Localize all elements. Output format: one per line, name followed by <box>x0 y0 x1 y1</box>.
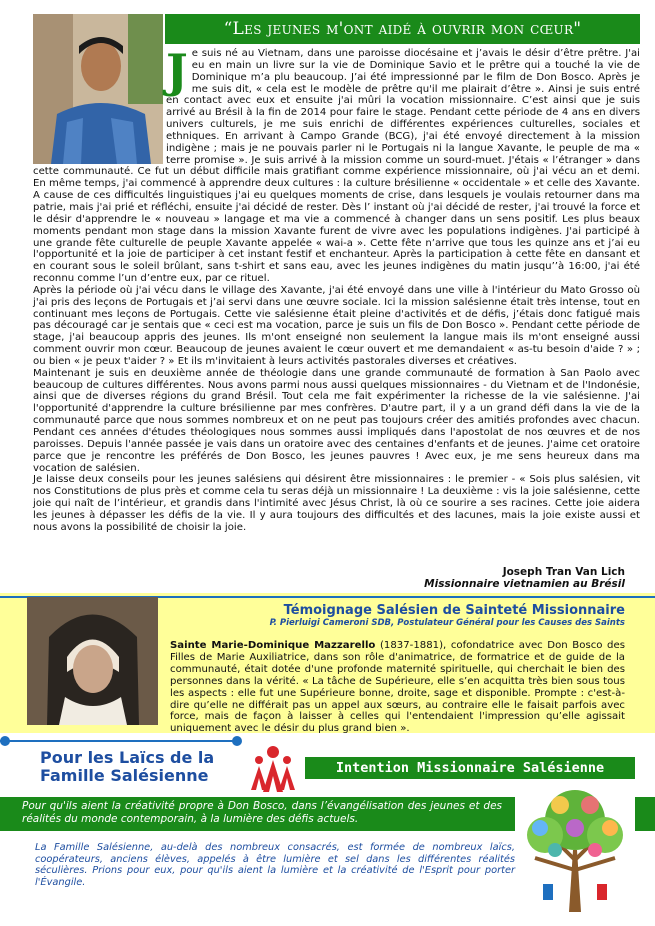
divider-dot <box>232 736 242 746</box>
intention-text: Pour qu'ils aient la créativité propre à Don Bosco, dans l’évangélisation des jeunes et des réalités du monde contemporain, à la lumière des défis actuels. <box>22 800 502 825</box>
author-signature <box>320 566 625 590</box>
testimony-subtitle: P. Pierluigi Cameroni SDB, Postulateur Général pour les Causes des Saints <box>269 618 625 628</box>
article-body <box>33 44 640 534</box>
prayer-text: La Famille Salésienne, au-delà des nombreux consacrés, est formée de nombreux laïcs, coopérateurs, anciens élèves, appelés à être lumière et sel dans les différentes réalités séculières. Prions pour eux, pour qu'ils aient la lumière et la créativité de l'Esprit pour porter l'Évangile. <box>35 842 515 889</box>
author-role: Missionnaire vietnamien au Brésil <box>424 578 625 590</box>
article-paragraph: Après la période où j'ai vécu dans le village des Xavante, j'ai été envoyé dans une ville à l'intérieur du Mato Grosso où j'ai pris des leçons de Portugais et j’ai servi dans une œuvre sociale. Ici la mission salésienne était très intense, tout en continuant mes leçons de Portugais. Cette vie salésienne était pleine d'activités et de défis, j’étais donc fatigué mais pas découragé car je sentais que « ceci est ma vocation, parce je suis un fils de Don Bosco ». Pendant cette période de stage, j'ai beaucoup appris des jeunes. Ils m'ont enseigné non seulement la langue mais ils m'ont enseigné aussi comment ouvrir mon cœur. Beaucoup de jeunes avaient le cœur ouvert et me demandaient « as-tu besoin d'aide ? » ; ou bien « je peux t'aider ? » Et ils m'invitaient à leurs activités pastorales diverses et créatives. <box>33 284 640 367</box>
article-title: “Les jeunes m'ont aidé à ouvrir mon cœur" <box>223 19 582 39</box>
laics-title: Pour les Laïcs de la Famille Salésienne <box>40 748 215 785</box>
intention-bar-label: Intention Missionnaire Salésienne <box>335 760 605 776</box>
divider <box>0 740 240 742</box>
article-paragraph: Maintenant je suis en deuxième année de théologie dans une grande communauté de formation à San Paolo avec beaucoup de cultures différentes. Nous avons parmi nous aussi quelques missionnaires - du Vietnam et de l'Indonésie, ainsi que de diverses régions du grand Brésil. Tout cela me fait expérimenter la richesse de la vie salésienne. J'ai l'opportunité d'apprendre la culture brésilienne par mes confrères. D'autre part, il y a un grand défi dans la vie de la communauté parce que nous sommes nombreux et on ne peut pas toujours créer des amitiés profondes avec chacun. Pendant ces années d'études théologiques nous sommes aussi impliqués dans l'apostolat de nos œuvres et de nos paroisses. Depuis l'année passée je vais dans un oratoire avec des centaines d'enfants et de jeunes. J'aime cet oratoire parce que je rencontre les préférés de Don Bosco, les jeunes pauvres ! Avec eux, je me sens heureux dans ma vocation de salésien. <box>33 367 640 474</box>
saint-name: Sainte Marie-Dominique Mazzarello <box>170 640 376 651</box>
testimony-text: (1837-1881), cofondatrice avec Don Bosco des Filles de Marie Auxiliatrice, dans son rôle d'animatrice, de formatrice et de guide de la communauté, était dotée d'une profonde maternité spirituelle, qui cherchait le bien des personnes dans la vérité. « La tâche de Supérieure, elle s’en acquitta très bien sous tous les aspects : elle fut une Supérieure bonne, droite, sage et disponible. Prompte : c'est-à-dire qu’elle ne différait pas un appel aux sœurs, au contraire elle le faisait parfois avec force, mais de façon à laisser à celles qui l'entendaient l'impression qu’elle agissait uniquement avec le désir du plus grand bien ». <box>170 640 625 735</box>
salesian-family-logo-icon <box>245 742 305 797</box>
article-title-bar <box>165 14 640 44</box>
saint-portrait <box>27 597 158 725</box>
divider-dot <box>0 736 10 746</box>
dropcap: J <box>166 44 188 98</box>
family-tree-illustration <box>515 780 635 912</box>
testimony-title: Témoignage Salésien de Sainteté Missionnaire <box>283 603 625 618</box>
intention-bar <box>305 757 635 779</box>
article-paragraph: e suis né au Vietnam, dans une paroisse diocésaine et j’avais le désir d’être prêtre. J'ai eu en main un livre sur la vie de Dominique Savio et le prêtre qui a touché la vie de Dominique m’a plu beaucoup. J’ai été impressionné par le film de Don Bosco. Après je me suis dit, « cela est le modèle de prêtre qu'il me plairait d’être ». Ainsi je suis entré en contact avec eux et ensuite j'ai mûri la vocation missionnaire. C’est ainsi que je suis arrivé au Brésil à la fin de 2014 pour faire le stage. Pendant cette période de 4 ans en divers univers culturels, je me suis enrichi de différentes expériences culturelles, sociales et ethniques. En arrivant à Campo Grande (BCG), j'ai été envoyé directement à la mission indigène ; mais je ne pouvais parler ni le Portugais ni la langue Xavante, le peuple de ma « terre promise ». Je suis arrivé à la mission comme un sourd-muet. J'étais « l’étranger » dans cette communauté. Ce fut un début difficile mais gratifiant comme expérience missionnaire, où j'ai vécu an et demi. En même temps, j'ai commencé à apprendre deux cultures : la culture brésilienne « occidentale » et celle des Xavante. A cause de ces difficultés linguistiques j'ai eu quelques moments de crise, dans lesquels je voulais retourner dans ma patrie, mais j'ai prié et réfléchi, ensuite j'ai décidé de rester. Dès l’ instant où j'ai décidé de rester, j'ai trouvé la force et le désir d'apprendre le « nouveau » langage et ma vie a commencé à changer dans un sens positif. Les plus beaux moments pendant mon stage dans la mission Xavante furent de vivre avec les populations indigènes. J'ai participé à une grande fête culturelle de peuple Xavante appelée « wai-a ». Cette fête n’arrive que tous les quinze ans et j’ai eu l'opportunité et la joie de participer à cet instant festif et enchanteur. Après la participation à cette fête en dansant et en courant sous le soleil brûlant, sans t-shirt et sans eau, avec les jeunes indigènes du matin jusqu’’à 16:00, j'ai été reconnu comme l’un d’entre eux, par ce rituel. <box>33 48 640 285</box>
author-name: Joseph Tran Van Lich <box>502 566 625 578</box>
testimony-body <box>170 640 625 735</box>
article-paragraph: Je laisse deux conseils pour les jeunes salésiens qui désirent être missionnaires : le premier - « Sois plus salésien, vit nos Constitutions de plus près et comme cela tu seras déjà un missionnaire ! La deuxième : vis la joie salésienne, cette joie qui naît de l’intérieur, et grandis dans l'intimité avec Jésus Christ, là où ce sourire a ses racines. Cette joie aidera les jeunes à dépasser les défis de la vie. Il y aura toujours des difficultés et des lacunes, mais la joie existe aussi et nous avons la possibilité de choisir la joie. <box>33 474 640 533</box>
